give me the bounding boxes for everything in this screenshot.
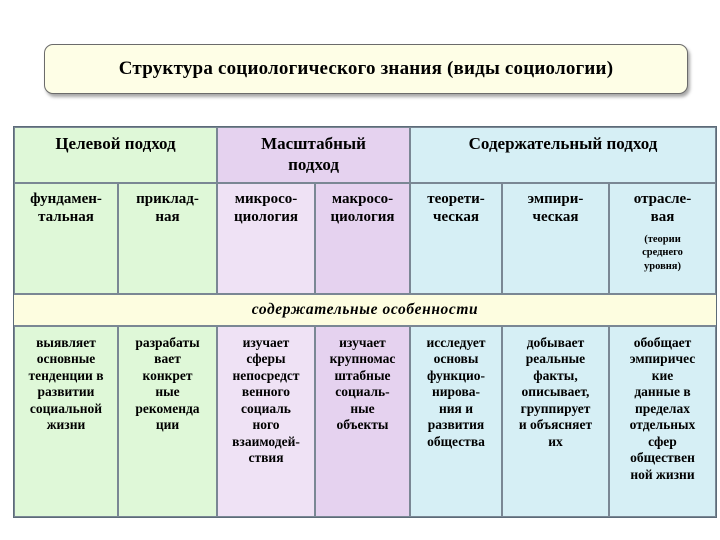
header-content-text: Содержательный подход bbox=[468, 134, 658, 153]
feature-line: изучает bbox=[339, 335, 386, 350]
feature-line: выявляет bbox=[36, 335, 96, 350]
feature-branch bbox=[609, 326, 716, 517]
type-empirical-line1: эмпири- bbox=[527, 191, 584, 207]
feature-line: обобщает bbox=[633, 335, 692, 350]
feature-applied-text bbox=[135, 335, 199, 434]
feature-line: реальные bbox=[525, 351, 586, 367]
feature-line: факты, bbox=[533, 367, 578, 383]
type-branch-note bbox=[634, 233, 691, 274]
header-target-text: Целевой подход bbox=[55, 134, 176, 153]
feature-line: ные bbox=[155, 384, 180, 400]
title-text: Структура социологического знания (виды социологии) bbox=[118, 58, 614, 79]
feature-line: взаимодей- bbox=[232, 433, 300, 449]
type-applied bbox=[118, 183, 217, 294]
feature-line: ного bbox=[252, 417, 280, 433]
page-title bbox=[44, 44, 688, 94]
feature-line: непосредст bbox=[232, 367, 300, 383]
feature-line: отдельных bbox=[629, 417, 696, 433]
feature-line: ции bbox=[155, 417, 180, 433]
feature-line: кие bbox=[651, 367, 674, 383]
feature-micro-text bbox=[232, 335, 300, 467]
feature-macro-text bbox=[330, 335, 396, 434]
feature-line: ния и bbox=[438, 400, 473, 416]
feature-line: социаль- bbox=[335, 384, 390, 400]
feature-line: основные bbox=[36, 351, 96, 367]
feature-line: общества bbox=[427, 433, 485, 449]
type-fundamental-line1: фундамен- bbox=[30, 191, 102, 207]
type-branch-line1: отрасле- bbox=[633, 191, 692, 207]
feature-line: венного bbox=[241, 384, 291, 400]
feature-applied bbox=[118, 326, 217, 517]
feature-line: данные в bbox=[634, 384, 691, 400]
header-target-approach bbox=[14, 127, 217, 183]
feature-line: добывает bbox=[526, 335, 585, 350]
feature-line: рекоменда bbox=[135, 400, 200, 416]
feature-empirical-text bbox=[519, 335, 592, 450]
type-fundamental-line2: тальная bbox=[38, 209, 94, 226]
feature-line: и объясняет bbox=[518, 417, 593, 433]
branch-note-line3: уровня) bbox=[644, 260, 681, 272]
features-banner bbox=[14, 294, 716, 326]
feature-empirical bbox=[502, 326, 609, 517]
header-scale-line1: Масштабный bbox=[261, 134, 366, 153]
type-theoretical-line1: теорети- bbox=[427, 191, 485, 207]
feature-line: функцио- bbox=[426, 367, 486, 383]
feature-line: исследует bbox=[426, 335, 486, 350]
feature-branch-text bbox=[630, 335, 696, 483]
feature-line: основы bbox=[433, 351, 479, 367]
type-empirical-line2: ческая bbox=[532, 209, 579, 226]
feature-line: социаль bbox=[241, 400, 291, 416]
type-micro bbox=[217, 183, 315, 294]
feature-line: изучает bbox=[242, 335, 290, 350]
header-scale-approach bbox=[217, 127, 410, 183]
feature-line: их bbox=[548, 433, 563, 449]
feature-micro bbox=[217, 326, 315, 517]
feature-line: обществен bbox=[630, 450, 695, 466]
feature-line: жизни bbox=[46, 417, 86, 433]
feature-line: сферы bbox=[246, 351, 286, 367]
type-branch-line2: вая bbox=[650, 209, 675, 226]
feature-line: конкрет bbox=[142, 367, 193, 383]
header-scale-line2: подход bbox=[288, 154, 339, 174]
type-macro bbox=[315, 183, 410, 294]
feature-line: штабные bbox=[334, 367, 391, 383]
feature-fundamental bbox=[14, 326, 118, 517]
feature-line: группирует bbox=[520, 400, 591, 416]
feature-macro bbox=[315, 326, 410, 517]
feature-theoretical-text bbox=[427, 335, 486, 450]
feature-line: нирова- bbox=[431, 384, 480, 400]
feature-line: ной жизни bbox=[630, 466, 695, 482]
feature-line: ные bbox=[350, 400, 375, 416]
feature-theoretical bbox=[410, 326, 502, 517]
type-applied-line2: ная bbox=[155, 209, 180, 226]
type-macro-line2: циология bbox=[330, 209, 395, 226]
header-content-approach bbox=[410, 127, 716, 183]
feature-line: тенденции в bbox=[28, 367, 104, 383]
features-banner-text: содержательные особенности bbox=[251, 301, 479, 318]
feature-line: вает bbox=[154, 351, 181, 367]
type-micro-line2: циология bbox=[233, 209, 299, 226]
feature-line: сфер bbox=[648, 433, 677, 449]
feature-line: развитии bbox=[37, 384, 95, 400]
branch-note-line1: (теории bbox=[644, 233, 681, 245]
feature-line: разрабаты bbox=[135, 335, 200, 350]
feature-line: объекты bbox=[336, 417, 389, 433]
type-applied-line1: приклад- bbox=[136, 191, 199, 207]
feature-line: пределах bbox=[634, 400, 690, 416]
feature-line: социальной bbox=[29, 400, 103, 416]
type-theoretical bbox=[410, 183, 502, 294]
feature-line: развития bbox=[427, 417, 485, 433]
type-micro-line1: микросо- bbox=[234, 191, 298, 207]
feature-line: описывает, bbox=[521, 384, 590, 400]
type-fundamental bbox=[14, 183, 118, 294]
feature-fundamental-text bbox=[28, 335, 103, 434]
feature-line: крупномас bbox=[329, 351, 396, 367]
type-macro-line1: макросо- bbox=[331, 191, 394, 207]
type-theoretical-line2: ческая bbox=[432, 209, 479, 226]
feature-line: ствия bbox=[248, 450, 284, 466]
feature-line: эмпиричес bbox=[629, 351, 696, 367]
branch-note-line2: среднего bbox=[642, 247, 683, 259]
type-empirical bbox=[502, 183, 609, 294]
type-branch bbox=[609, 183, 716, 294]
